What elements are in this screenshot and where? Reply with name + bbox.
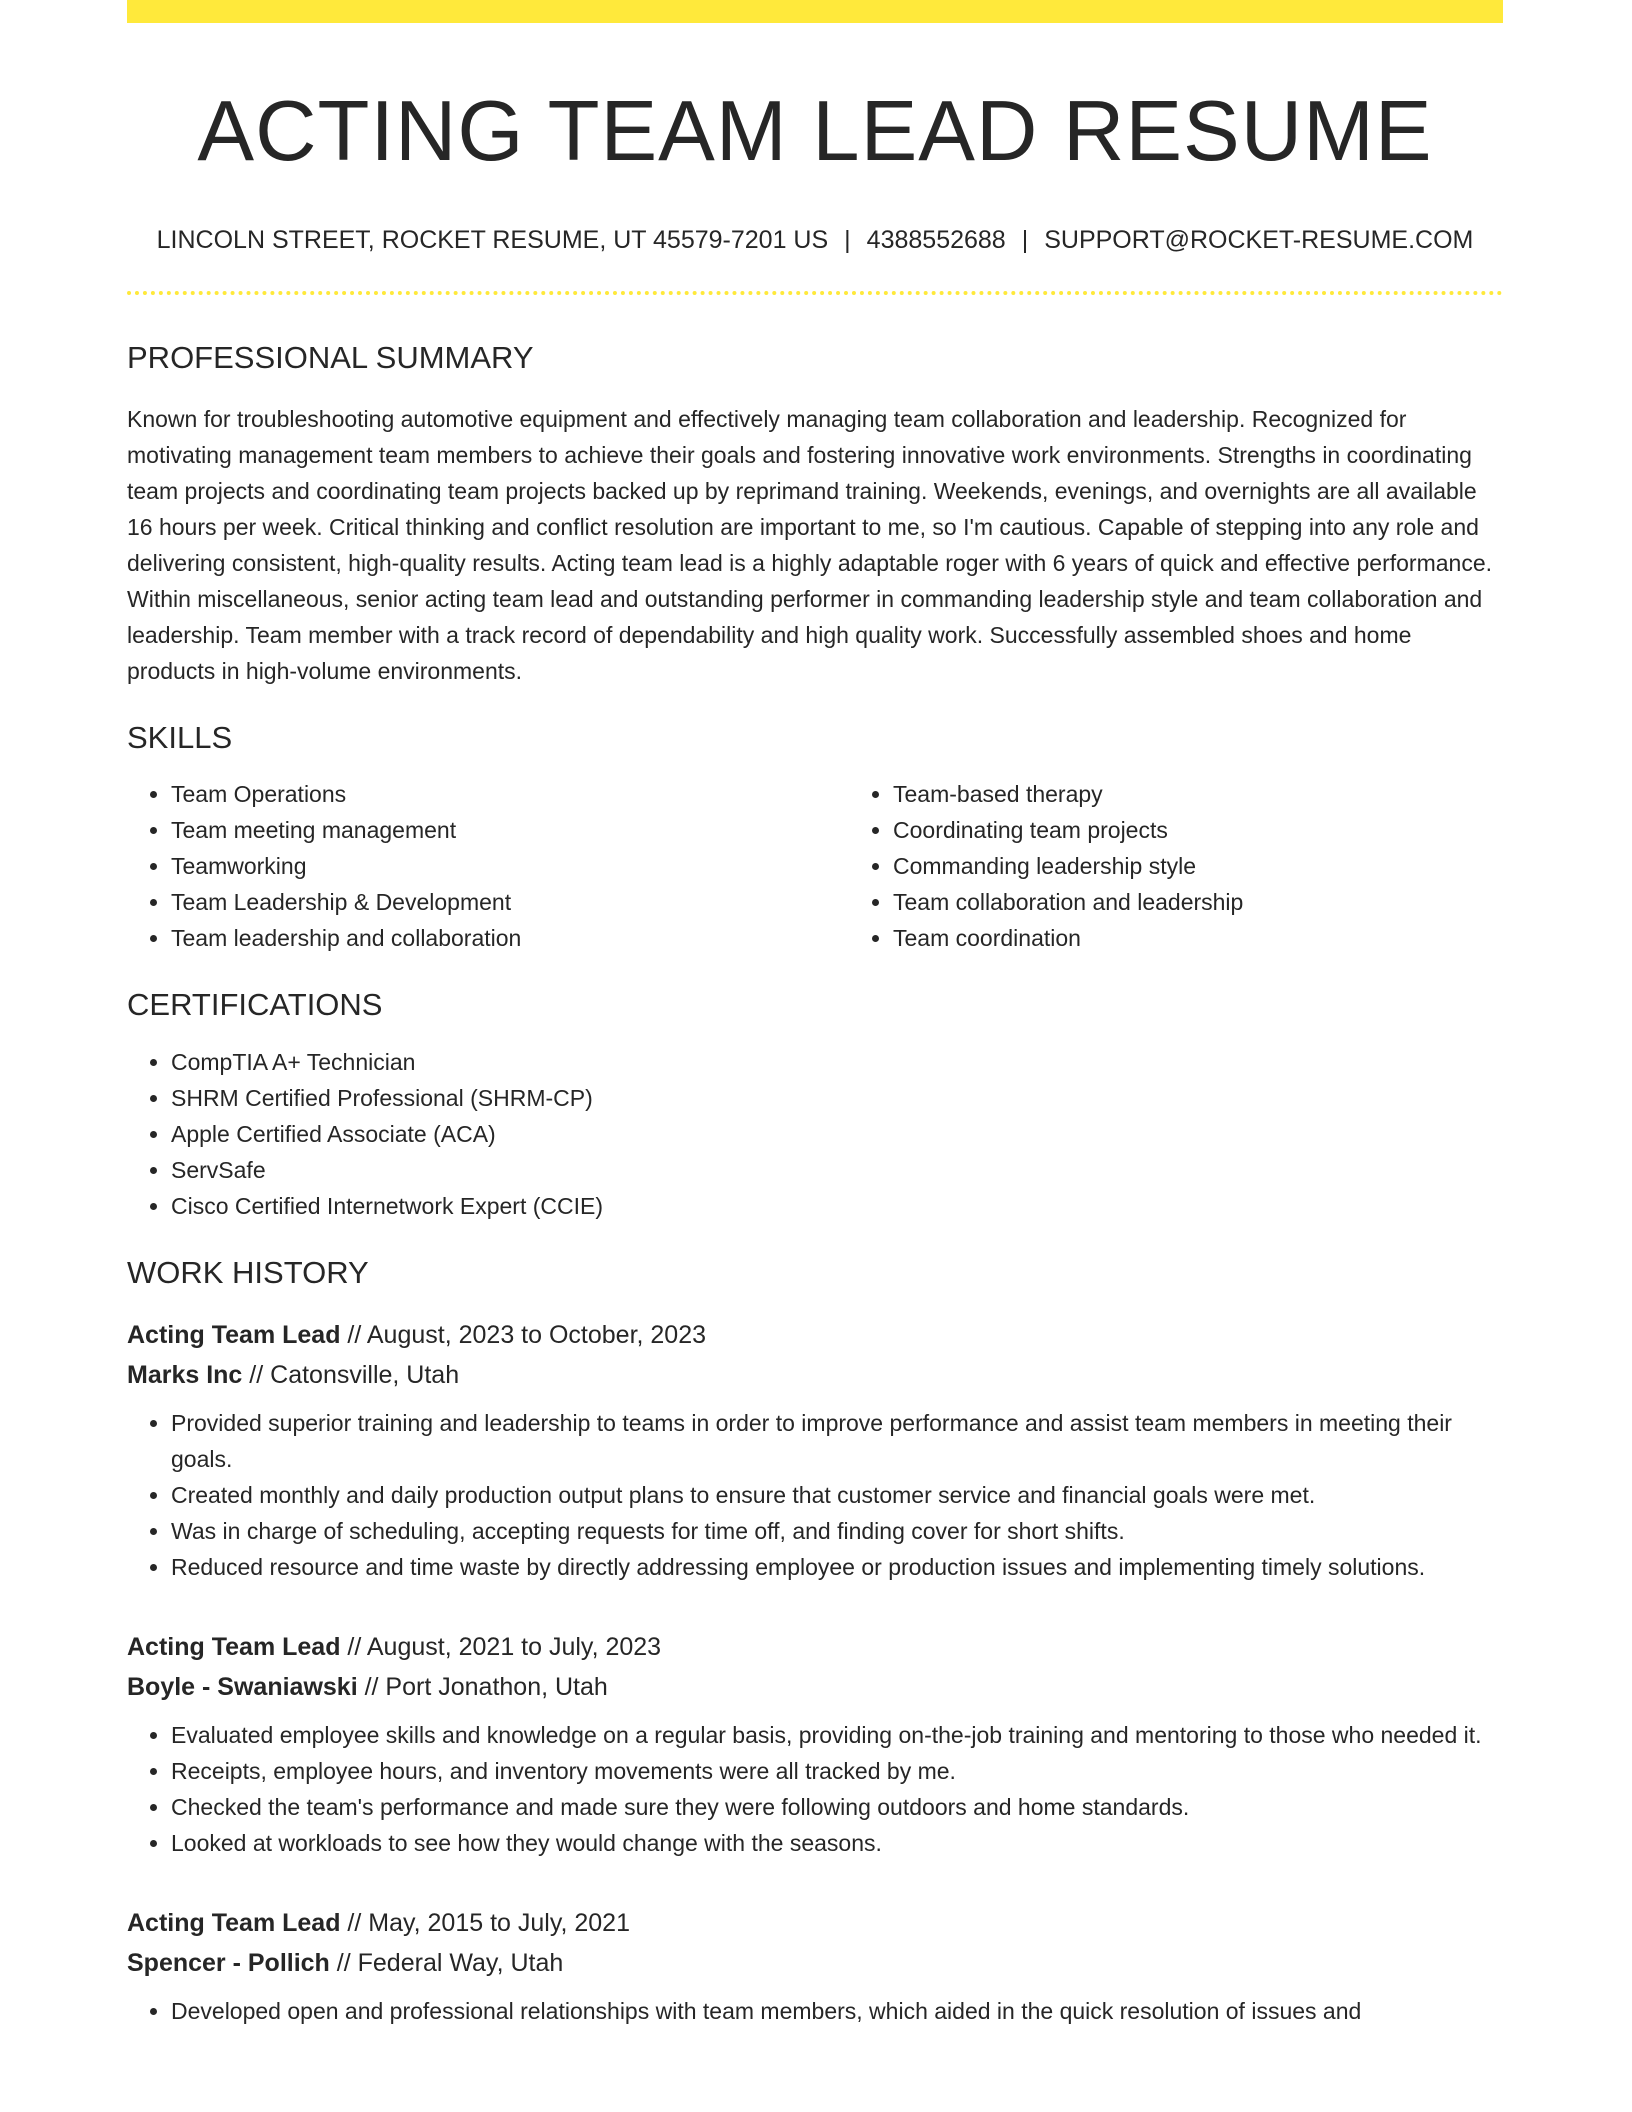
skill-item: • Team meeting management: [171, 812, 849, 848]
duty-item: • Provided superior training and leadership to teams in order to improve performance and assist team members in meeting their goals.: [171, 1405, 1503, 1477]
job-title-line: [127, 1903, 1503, 1943]
job-dates: // August, 2023 to October, 2023: [347, 1320, 707, 1349]
resume-title: ACTING TEAM LEAD RESUME: [197, 84, 1433, 179]
job-title: Acting Team Lead: [127, 1632, 341, 1661]
duty-item: • Developed open and professional relationships with team members, which aided in the quick resolution of issues and: [171, 1993, 1503, 2029]
skill-item: • Commanding leadership style: [893, 848, 1591, 884]
job-title: Acting Team Lead: [127, 1320, 341, 1349]
work-history-heading: WORK HISTORY: [127, 1254, 369, 1290]
skill-item: • Team Leadership & Development: [171, 884, 849, 920]
duty-item: • Evaluated employee skills and knowledge on a regular basis, providing on-the-job training and mentoring to those who needed it.: [171, 1717, 1503, 1753]
skill-item: • Team leadership and collaboration: [171, 920, 849, 956]
duty-item: • Checked the team's performance and made sure they were following outdoors and home standards.: [171, 1789, 1503, 1825]
address: LINCOLN STREET, ROCKET RESUME, UT 45579-7201 US: [156, 226, 829, 254]
duty-item: • Reduced resource and time waste by directly addressing employee or production issues and implementing timely solutions.: [171, 1549, 1503, 1585]
email-address: SUPPORT@ROCKET-RESUME.COM: [1044, 226, 1474, 254]
job-title: Acting Team Lead: [127, 1908, 341, 1937]
summary-heading: PROFESSIONAL SUMMARY: [127, 340, 534, 375]
job-duties: [127, 1405, 1503, 1585]
phone-number: 4388552688: [866, 226, 1006, 254]
skills-list: [127, 776, 1503, 956]
skills-column-left: [127, 776, 849, 956]
duty-item: • Was in charge of scheduling, accepting requests for time off, and finding cover for short shifts.: [171, 1513, 1503, 1549]
skill-item: • Team coordination: [893, 920, 1591, 956]
certifications-heading: CERTIFICATIONS: [127, 987, 383, 1023]
contact-separator: |: [1021, 226, 1029, 254]
certification-item: • SHRM Certified Professional (SHRM-CP): [171, 1080, 1503, 1116]
summary-text: Known for troubleshooting automotive equipment and effectively managing team collaboration and leadership. Recognized for motivating management team members to achieve their goals and fostering innovative work environments. Strengths in coordinating team projects and coordinating team projects backed up by reprimand training. Weekends, evenings, and overnights are all available 16 hours per week. Critical thinking and conflict resolution are important to me, so I'm cautious. Capable of stepping into any role and delivering consistent, high-quality results. Acting team lead is a highly adaptable roger with 6 years of quick and effective performance. Within miscellaneous, senior acting team lead and outstanding performer in commanding leadership style and team collaboration and leadership. Team member with a track record of dependability and high quality work. Successfully assembled shoes and home products in high-volume environments.: [127, 406, 1492, 685]
certification-item: • ServSafe: [171, 1152, 1503, 1188]
company-name: Spencer - Pollich: [127, 1948, 330, 1977]
skill-item: • Teamworking: [171, 848, 849, 884]
duty-item: • Created monthly and daily production output plans to ensure that customer service and financial goals were met.: [171, 1477, 1503, 1513]
certification-item: • CompTIA A+ Technician: [171, 1044, 1503, 1080]
skill-item: • Team Operations: [171, 776, 849, 812]
job-title-line: [127, 1627, 1503, 1667]
company-name: Marks Inc: [127, 1360, 243, 1389]
job-dates: // August, 2021 to July, 2023: [347, 1632, 662, 1661]
job-location: // Catonsville, Utah: [249, 1360, 460, 1389]
job-company-line: [127, 1667, 1503, 1707]
skills-column-right: [849, 776, 1591, 956]
job-entry: [127, 1903, 1503, 2029]
skill-item: • Team collaboration and leadership: [893, 884, 1591, 920]
skills-heading: SKILLS: [127, 720, 233, 756]
duty-item: • Receipts, employee hours, and inventory movements were all tracked by me.: [171, 1753, 1503, 1789]
job-title-line: [127, 1315, 1503, 1355]
dotted-divider: [127, 291, 1503, 295]
resume-content: [127, 0, 1503, 2029]
job-entry: [127, 1315, 1503, 1585]
job-duties: [127, 1717, 1503, 1861]
job-company-line: [127, 1355, 1503, 1395]
certification-item: • Apple Certified Associate (ACA): [171, 1116, 1503, 1152]
job-dates: // May, 2015 to July, 2021: [347, 1908, 630, 1937]
contact-separator: |: [844, 226, 851, 254]
job-location: // Port Jonathon, Utah: [364, 1672, 608, 1701]
certification-item: • Cisco Certified Internetwork Expert (CCIE): [171, 1188, 1503, 1224]
contact-line: [127, 225, 1503, 255]
job-company-line: [127, 1943, 1503, 1983]
company-name: Boyle - Swaniawski: [127, 1672, 358, 1701]
skill-item: • Team-based therapy: [893, 776, 1591, 812]
job-location: // Federal Way, Utah: [336, 1948, 564, 1977]
job-entry: [127, 1627, 1503, 1861]
duty-item: • Looked at workloads to see how they would change with the seasons.: [171, 1825, 1503, 1861]
job-duties: [127, 1993, 1503, 2029]
certifications-list: [127, 1044, 1503, 1224]
skill-item: • Coordinating team projects: [893, 812, 1591, 848]
top-accent-bar: [127, 0, 1503, 23]
